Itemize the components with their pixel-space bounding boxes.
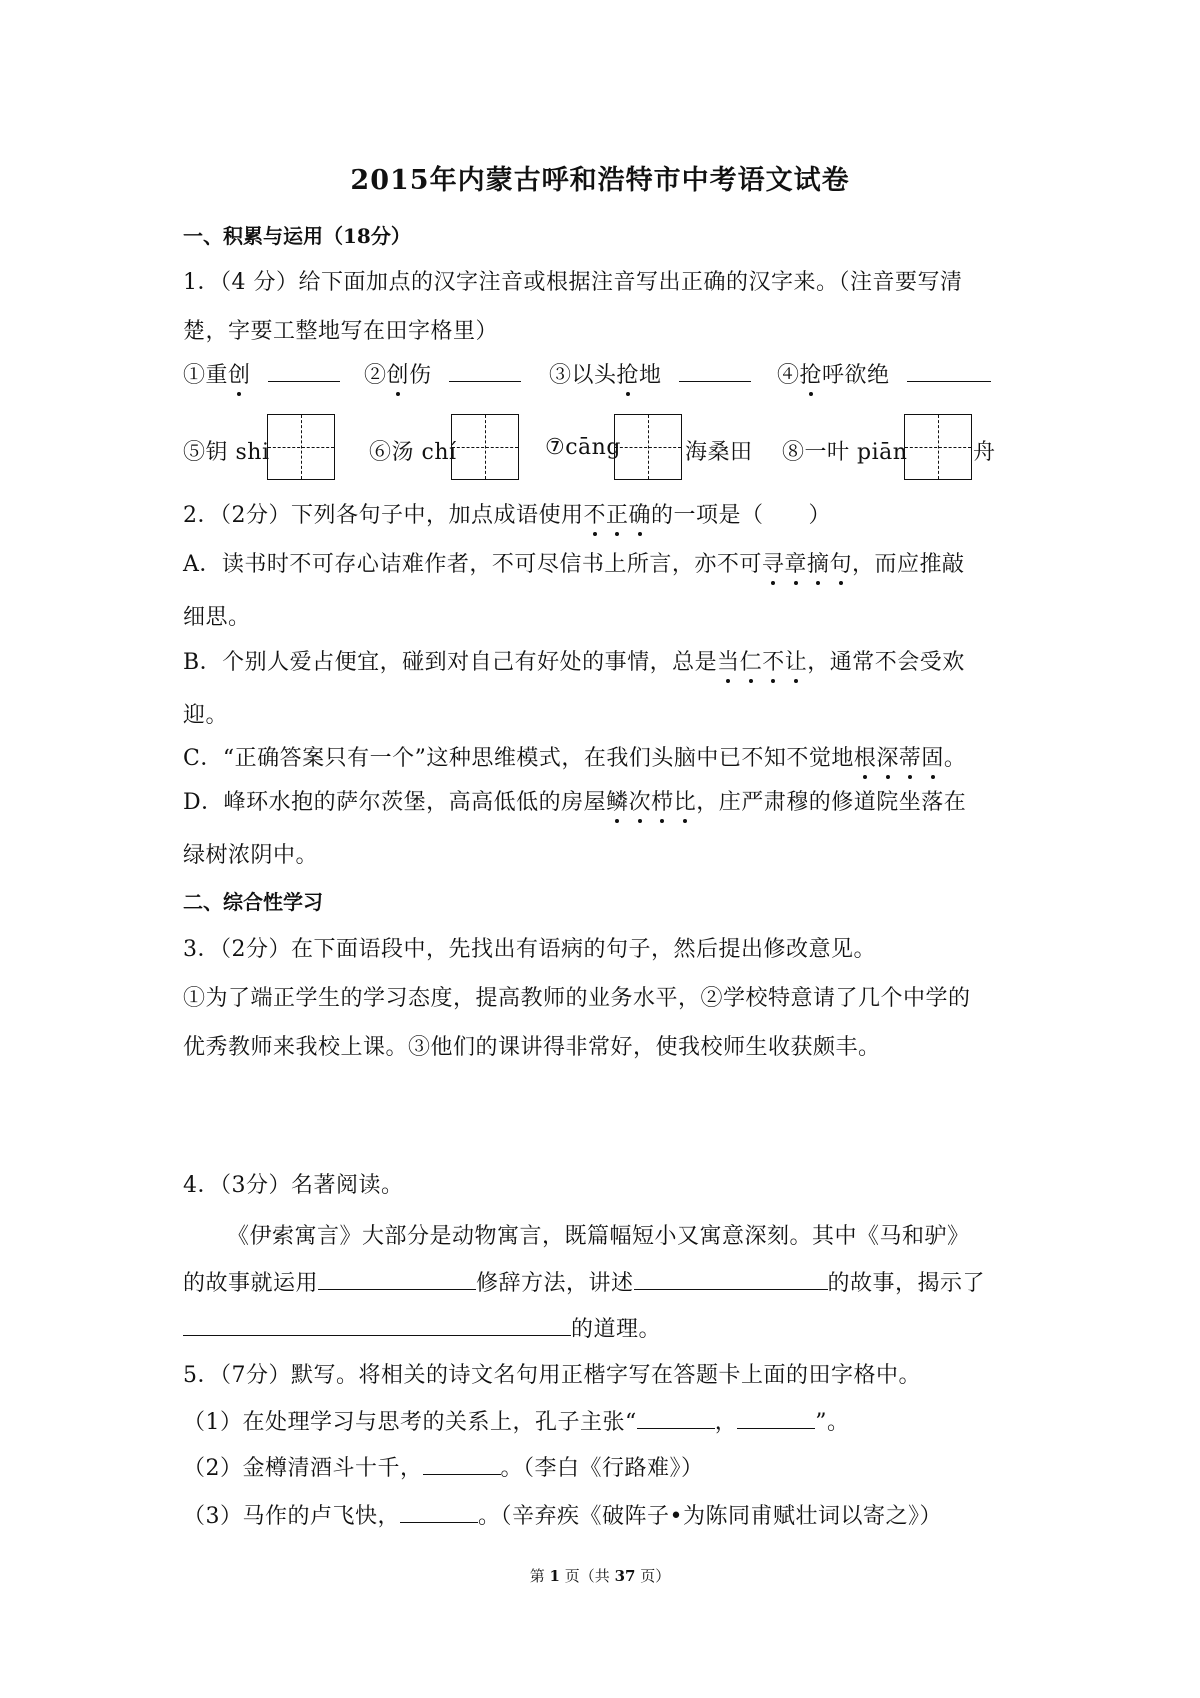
q1-stem-line1: 1．（4 分）给下面加点的汉字注音或根据注音写出正确的汉字来。（注音要写清 (183, 270, 963, 295)
answer-blank[interactable] (637, 1406, 715, 1429)
page-title: 2015年内蒙古呼和浩特市中考语文试卷 (350, 165, 850, 196)
q5-line-2: （2）金樽清酒斗十千， 。（李白《行路难》） (183, 1451, 704, 1482)
tianzige-box-5[interactable] (267, 414, 335, 480)
q5-stem: 5．（7分）默写。将相关的诗文名句用正楷字写在答题卡上面的田字格中。 (183, 1363, 921, 1388)
q2-option-c-line1: C．“正确答案只有一个”这种思维模式，在我们头脑中已不知不觉地根深蒂固。 (183, 746, 967, 771)
q2-option-b-line1: B．个别人爱占便宜，碰到对自己有好处的事情，总是当仁不让，通常不会受欢 (183, 650, 965, 675)
q1-item-5-label: ⑤钥 shi (183, 440, 270, 465)
answer-blank[interactable] (907, 359, 991, 382)
q2-option-b-line2: 迎。 (183, 703, 229, 728)
q4-stem: 4．（3分）名著阅读。 (183, 1173, 404, 1198)
q1-item-6-label: ⑥汤 chí (369, 440, 457, 465)
answer-blank[interactable] (318, 1267, 476, 1290)
tianzige-box-8[interactable] (904, 414, 972, 480)
answer-blank[interactable] (423, 1452, 501, 1475)
q5-line-1: （1）在处理学习与思考的关系上，孔子主张“ ， ”。 (183, 1405, 850, 1436)
q2-option-d-line2: 绿树浓阴中。 (183, 843, 319, 868)
answer-blank[interactable] (449, 359, 521, 382)
q3-paragraph-line2: 优秀教师来我校上课。③他们的课讲得非常好，使我校师生收获颇丰。 (183, 1035, 881, 1060)
q1-item-7-post: 海桑田 (685, 440, 753, 465)
q1-item-3: ③以头抢地 (549, 358, 751, 389)
q2-stem: 2．（2分）下列各句子中，加点成语使用不正确的一项是（ ） (183, 503, 832, 528)
answer-blank[interactable] (737, 1406, 815, 1429)
q1-stem-line2: 楚，字要工整地写在田字格里） (183, 319, 499, 344)
q3-stem: 3．（2分）在下面语段中，先找出有语病的句子，然后提出修改意见。 (183, 937, 876, 962)
page-footer: 第 1 页（共 37 页） (529, 1567, 671, 1585)
q4-paragraph-line3: 的道理。 (183, 1312, 661, 1343)
q2-stem-dotted: 不正确 (583, 503, 652, 528)
q1-item-2: ②创伤 (364, 358, 521, 389)
answer-blank[interactable] (183, 1313, 571, 1336)
q1-item-7-label: ⑦cāng (545, 435, 621, 460)
tianzige-box-7[interactable] (614, 414, 682, 480)
q2-option-a-line2: 细思。 (183, 605, 251, 630)
answer-blank[interactable] (268, 359, 340, 382)
q4-paragraph-line1: 《伊索寓言》大部分是动物寓言，既篇幅短小又寓意深刻。其中《马和驴》 (227, 1224, 970, 1249)
q4-paragraph-line2: 的故事就运用 修辞方法，讲述 的故事，揭示了 (183, 1266, 985, 1297)
q1-item-8-post: 舟 (973, 440, 996, 465)
q1-item-8-label: ⑧一叶 piān (782, 440, 908, 465)
q2-option-d-line1: D．峰环水抱的萨尔茨堡，高高低低的房屋鳞次栉比，庄严肃穆的修道院坐落在 (183, 790, 967, 815)
answer-blank[interactable] (679, 359, 751, 382)
q1-item-1: ①重创 (183, 358, 340, 389)
section-heading-1: 一、积累与运用（18分） (183, 224, 411, 248)
q2-option-a-line1: A．读书时不可存心诘难作者，不可尽信书上所言，亦不可寻章摘句，而应推敲 (183, 552, 965, 577)
answer-blank[interactable] (400, 1500, 478, 1523)
answer-blank[interactable] (634, 1267, 828, 1290)
tianzige-box-6[interactable] (451, 414, 519, 480)
q5-line-3: （3）马作的卢飞快， 。（辛弃疾《破阵子•为陈同甫赋壮词以寄之》） (183, 1499, 942, 1530)
q3-paragraph-line1: ①为了端正学生的学习态度，提高教师的业务水平，②学校特意请了几个中学的 (183, 986, 971, 1011)
q1-item-4: ④抢呼欲绝 (777, 358, 991, 389)
section-heading-2: 二、综合性学习 (183, 890, 323, 914)
